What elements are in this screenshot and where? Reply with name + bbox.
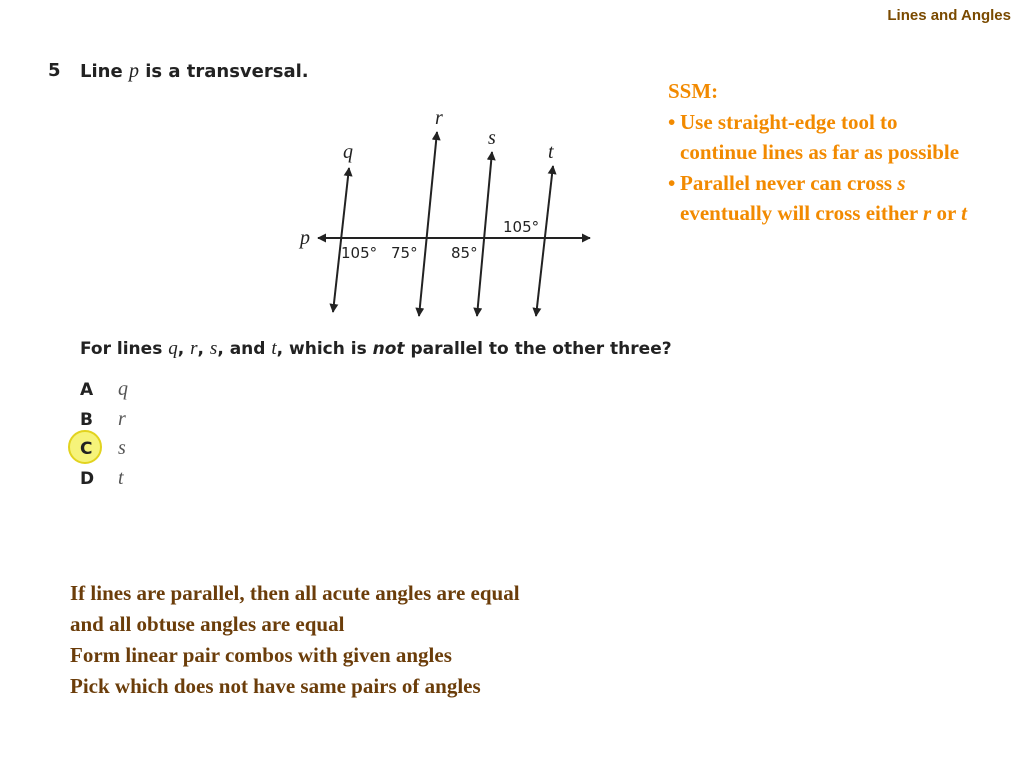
stem-suffix: is a transversal.	[138, 61, 309, 82]
ssm-bullet-text: Use straight-edge tool to continue lines as far as possible	[680, 109, 960, 164]
label-s: s	[488, 127, 496, 149]
prompt-var-s: s	[209, 338, 218, 359]
ssm-var-s: s	[897, 170, 906, 195]
ssm-var-t: t	[961, 201, 968, 225]
angle-r-left: 75°	[391, 244, 418, 262]
choice-letter: B	[80, 410, 93, 430]
note-line-1: If lines are parallel, then all acute angles are equal	[70, 581, 520, 605]
ssm-bullet-2	[668, 168, 968, 229]
prompt-text: For lines	[80, 339, 169, 359]
prompt-text: ,	[197, 339, 210, 359]
line-q	[333, 168, 349, 312]
ssm-bullet-1	[668, 107, 968, 168]
line-r	[419, 132, 437, 316]
prompt-var-t: t	[271, 338, 277, 359]
line-s	[477, 152, 492, 316]
prompt-text: , and	[217, 339, 272, 359]
angle-q-left: 105°	[341, 244, 378, 262]
question-number: 5	[48, 60, 61, 81]
ssm-bullet-text: eventually will cross either	[680, 201, 924, 225]
angle-s-left: 85°	[451, 244, 478, 262]
choice-letter: A	[80, 380, 94, 400]
choice-letter: C	[80, 439, 93, 459]
prompt-text: ,	[177, 339, 191, 359]
prompt-text: parallel to the other three?	[404, 339, 672, 359]
ssm-var-r: r	[923, 201, 932, 225]
prompt-emphasis: not	[372, 339, 405, 359]
prompt-var-r: r	[190, 338, 198, 359]
note-line-4: Pick which does not have same pairs of angles	[70, 674, 481, 698]
ssm-heading: SSM:	[668, 79, 719, 103]
prompt-var-q: q	[168, 338, 178, 359]
label-t: t	[548, 141, 554, 163]
stem-variable: p	[128, 60, 139, 82]
note-line-2: and all obtuse angles are equal	[70, 612, 345, 636]
ssm-bullet-text: Parallel never can cross	[680, 170, 898, 195]
solution-notes	[70, 578, 520, 702]
bullet-icon: •	[668, 109, 676, 134]
bullet-icon: •	[668, 170, 676, 195]
ssm-bullet-text: or	[931, 201, 962, 225]
label-q: q	[343, 141, 353, 163]
line-t	[536, 166, 553, 316]
stem-prefix: Line	[80, 61, 129, 82]
angle-t-upper-left: 105°	[503, 218, 540, 236]
question-prompt	[80, 338, 672, 360]
ssm-list	[668, 107, 968, 229]
choice-value: q	[118, 378, 128, 400]
choice-value: r	[118, 408, 126, 430]
ssm-notes	[668, 76, 968, 229]
choice-value: s	[118, 437, 126, 459]
prompt-text: , which is	[276, 339, 373, 359]
label-p: p	[300, 227, 310, 249]
choice-letter: D	[80, 469, 95, 489]
label-r: r	[435, 107, 443, 129]
choice-value: t	[118, 467, 124, 489]
note-line-3: Form linear pair combos with given angles	[70, 643, 452, 667]
slide-title: Lines and Angles	[887, 7, 1011, 24]
